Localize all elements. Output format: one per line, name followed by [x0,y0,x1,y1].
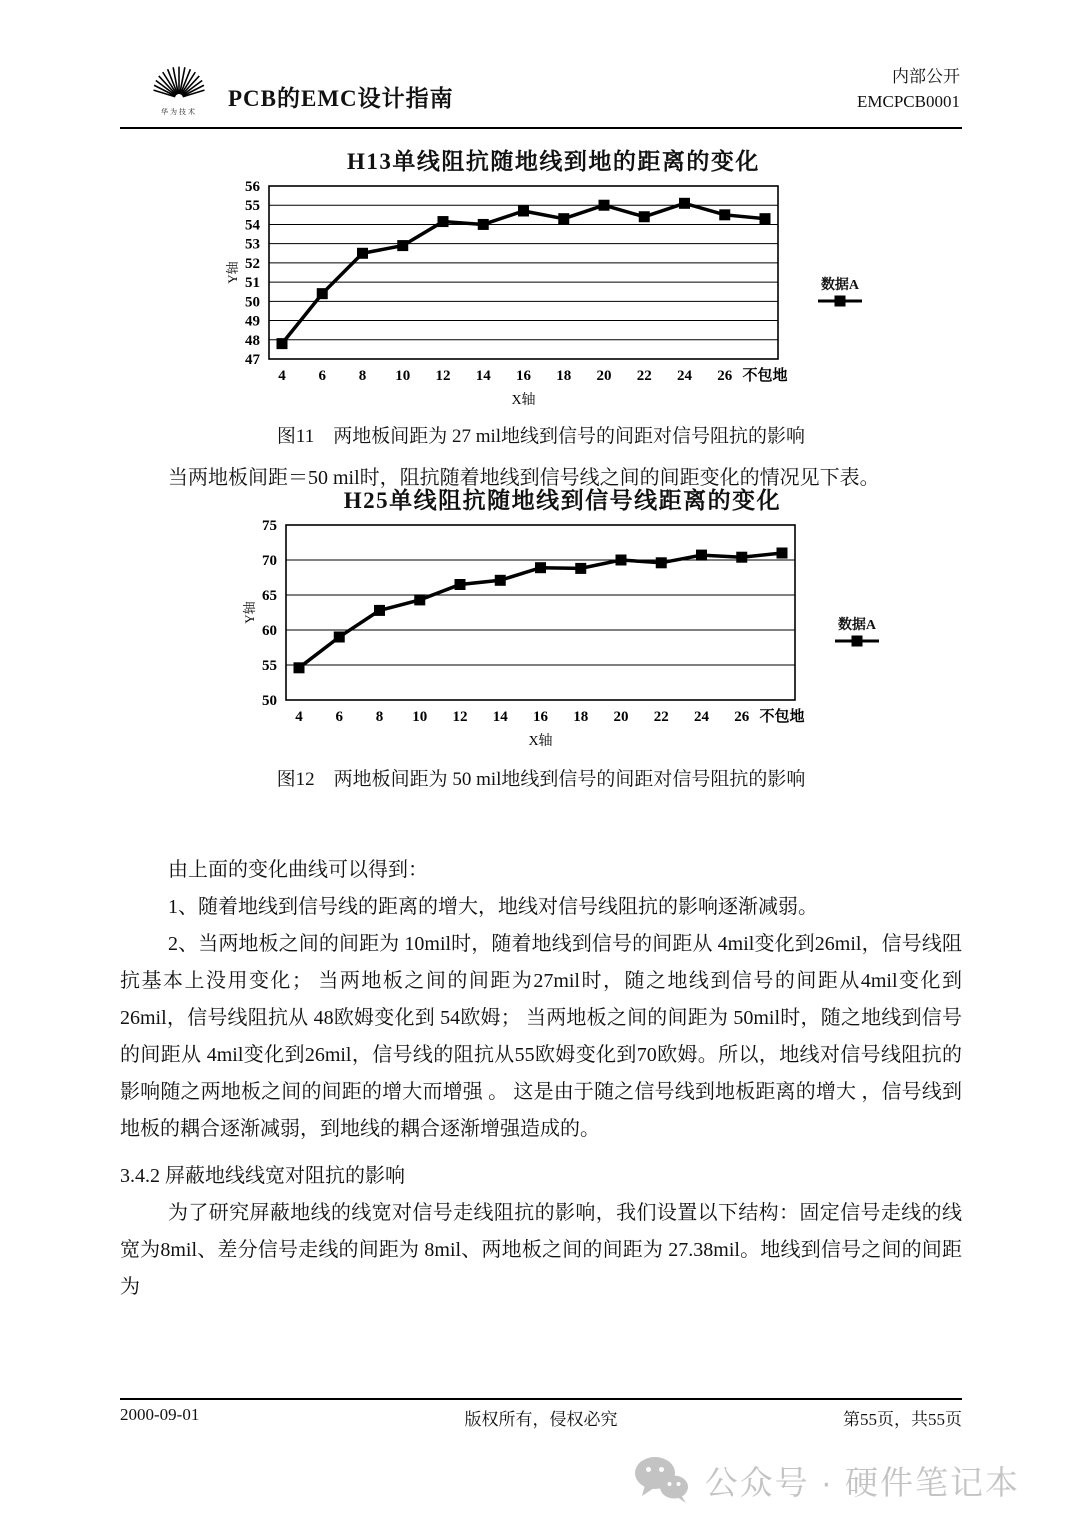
point-2-paragraph: 2、当两地板之间的间距为 10mil时，随着地线到信号的间距从 4mil变化到26mil，信号线阻抗基本上没用变化； 当两地板之间的间距为27mil时，随之地线到信号的间距从4mil变化到26mil，信号线阻抗从 48欧姆变化到 54欧姆； 当两地板之间的间距为 50mil时，随之地线到信号的间距从 4mil变化到26mil，信号线的阻抗从55欧姆变化到70欧姆。所以，地线对信号线阻抗的影响随之两地板之间的间距的增大而增强 。 这是由于随之信号线到地板距离的增大 ，信号线到地板的耦合逐渐减弱，到地线的耦合逐渐增强造成的。 [120,933,962,1140]
svg-text:10: 10 [395,368,411,384]
page-header [120,50,962,129]
svg-text:X轴: X轴 [511,393,536,408]
svg-text:24: 24 [677,368,692,384]
svg-text:65: 65 [262,588,277,604]
svg-text:53: 53 [245,236,260,253]
legend-marker-icon [833,633,881,649]
chart-row [242,519,942,752]
huawei-fan-logo-icon [148,52,210,104]
svg-text:50: 50 [245,294,260,311]
svg-text:49: 49 [245,313,260,330]
svg-text:22: 22 [653,709,669,725]
company-logo [148,52,210,117]
svg-text:51: 51 [245,275,260,292]
wechat-icon [633,1456,691,1504]
section-paragraph: 为了研究屏蔽地线的线宽对信号走线阻抗的影响，我们设置以下结构：固定信号走线的线宽为8mil、差分信号走线的间距为 8mil、两地板之间的间距为 27.38mil。地线到信号之间的间距为 [120,1202,962,1298]
legend-series-label: 数据A [820,277,860,293]
svg-text:16: 16 [516,368,531,384]
wechat-watermark [633,1456,1020,1504]
footer-page-info: 第55页，共55页 [843,1410,962,1429]
svg-text:10: 10 [412,709,428,725]
chart-row [225,180,925,411]
figure-12-chart [242,482,942,752]
svg-text:不包地: 不包地 [742,368,788,384]
figure-12-caption: 图12 两地板间距为 50 mil地线到信号的间距对信号阻抗的影响 [276,769,806,790]
svg-text:20: 20 [596,368,612,384]
footer-date: 2000-09-01 [120,1405,200,1424]
page-footer [120,1398,962,1430]
point-1-paragraph: 1、随着地线到信号线的距离的增大，地线对信号线阻抗的影响逐渐减弱。 [168,896,818,918]
h13-line-chart [225,180,790,411]
svg-text:24: 24 [694,709,709,725]
svg-text:70: 70 [262,553,277,569]
svg-text:60: 60 [262,623,277,639]
svg-text:4: 4 [295,709,303,725]
svg-text:12: 12 [452,709,468,725]
svg-text:Y轴: Y轴 [225,261,240,284]
analysis-text [120,852,962,1306]
svg-text:50: 50 [262,693,277,709]
svg-text:8: 8 [358,368,367,384]
svg-text:14: 14 [475,368,491,384]
svg-text:6: 6 [318,368,326,384]
chart-title-h25: H25单线阻抗随地线到信号线距离的变化 [343,488,782,513]
svg-text:75: 75 [262,519,277,534]
svg-text:22: 22 [636,368,652,384]
legend-series-label: 数据A [837,617,877,633]
chart-legend [816,278,864,314]
document-title: PCB的EMC设计指南 [228,86,454,111]
legend-marker-icon [816,293,864,309]
logo-caption: 华为技术 [161,108,197,116]
svg-text:14: 14 [492,709,508,725]
svg-text:26: 26 [717,368,733,384]
svg-text:18: 18 [556,368,572,384]
lead-paragraph: 由上面的变化曲线可以得到： [168,859,428,881]
svg-text:6: 6 [335,709,343,725]
svg-text:26: 26 [734,709,750,725]
chart-title-h13: H13单线阻抗随地线到地的距离的变化 [347,149,760,174]
svg-text:56: 56 [245,180,260,195]
svg-text:12: 12 [435,368,451,384]
figure-11-chart [225,143,925,411]
svg-text:16: 16 [533,709,548,725]
classification-label: 内部公开 [892,67,960,86]
doc-number: EMCPCB0001 [857,92,960,111]
figure-11-caption: 图11 两地板间距为 27 mil地线到信号的间距对信号阻抗的影响 [276,426,806,447]
svg-text:不包地: 不包地 [759,709,805,725]
svg-text:4: 4 [278,368,286,384]
svg-text:Y轴: Y轴 [242,601,257,624]
svg-text:55: 55 [262,658,277,674]
svg-text:54: 54 [245,217,260,234]
watermark-text: 公众号 · 硬件笔记本 [704,1463,1020,1501]
section-heading-3-4-2: 3.4.2 屏蔽地线线宽对阻抗的影响 [120,1165,405,1187]
svg-text:X轴: X轴 [528,734,553,749]
footer-copyright: 版权所有，侵权必究 [464,1410,618,1429]
svg-text:48: 48 [245,332,260,349]
svg-text:18: 18 [573,709,589,725]
svg-text:8: 8 [375,709,384,725]
svg-text:55: 55 [245,198,260,215]
svg-text:20: 20 [613,709,629,725]
chart-legend [833,618,881,654]
header-meta [857,64,960,114]
svg-text:52: 52 [245,255,260,272]
h25-line-chart [242,519,807,752]
intro-paragraph: 当两地板间距＝50 mil时，阻抗随着地线到信号线之间的间距变化的情况见下表。 [168,467,880,489]
svg-text:47: 47 [245,352,260,368]
